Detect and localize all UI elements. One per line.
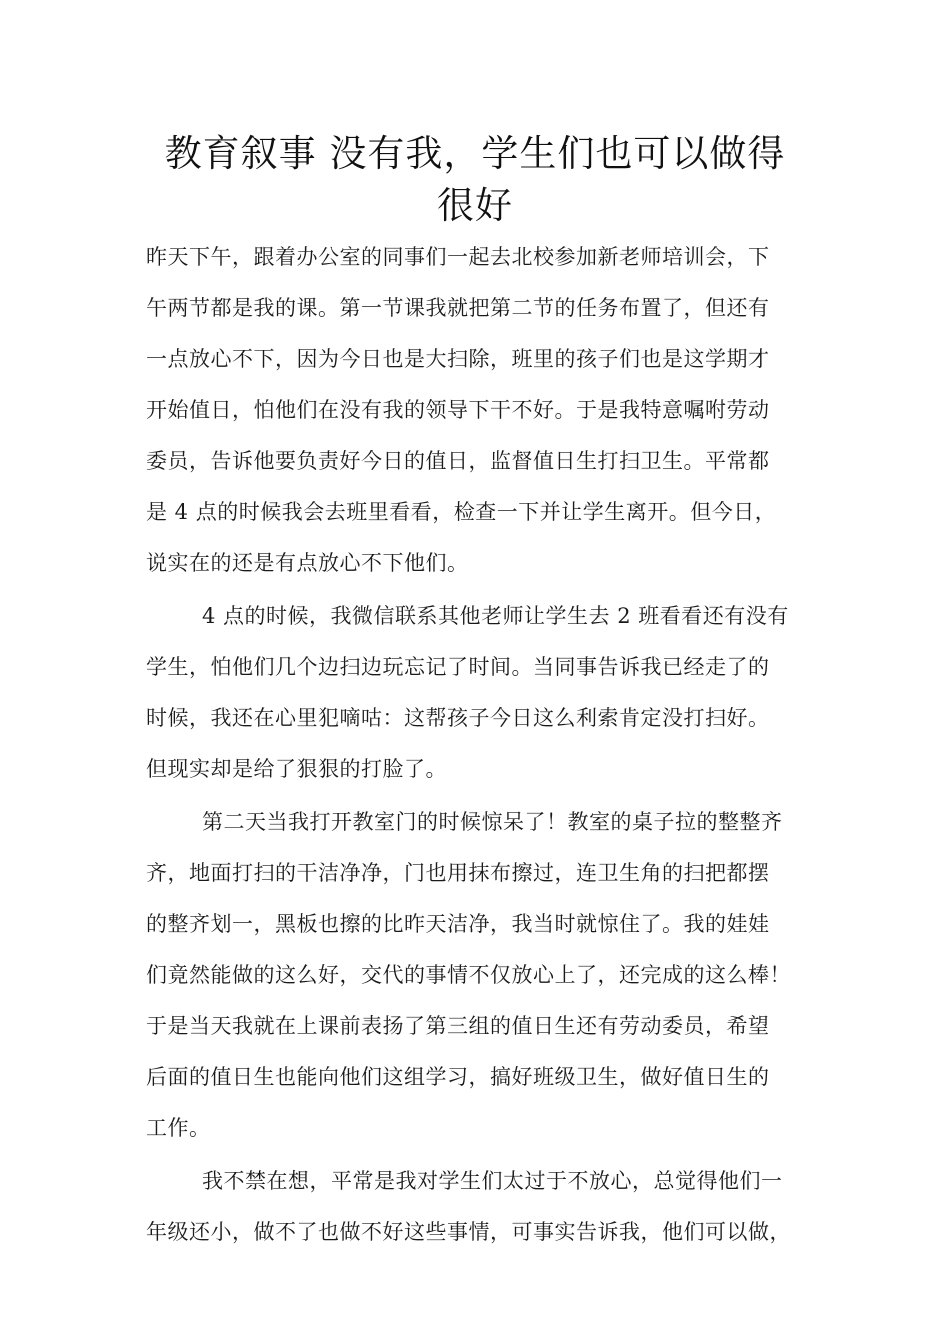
text-line: 齐，地面打扫的干洁净净，门也用抹布擦过，连卫生角的扫把都摆 — [146, 861, 770, 885]
text-line: 昨天下午，跟着办公室的同事们一起去北校参加新老师培训会，下 — [146, 245, 770, 269]
text-line: 说实在的还是有点放心不下他们。 — [146, 551, 469, 575]
paragraph-3 — [146, 797, 814, 1154]
text-line: 年级还小，做不了也做不好这些事情，可事实告诉我，他们可以做， — [146, 1220, 791, 1244]
text-line: 们竟然能做的这么好，交代的事情不仅放心上了，还完成的这么棒！ — [146, 963, 791, 987]
paragraph-1 — [146, 232, 814, 589]
title-line-1: 教育叙事 没有我，学生们也可以做得 — [164, 132, 786, 175]
text-line: 委员，告诉他要负责好今日的值日，监督值日生打扫卫生。平常都 — [146, 449, 770, 473]
document-title — [140, 128, 810, 232]
text-line: 的整齐划一，黑板也擦的比昨天洁净，我当时就惊住了。我的娃娃 — [146, 912, 770, 936]
text-line: 午两节都是我的课。第一节课我就把第二节的任务布置了，但还有 — [146, 296, 770, 320]
paragraph-2 — [146, 591, 814, 795]
paragraph-4 — [146, 1156, 814, 1258]
text-line: 学生，怕他们几个边扫边玩忘记了时间。当同事告诉我已经走了的 — [146, 655, 770, 679]
text-line: 但现实却是给了狠狠的打脸了。 — [146, 757, 447, 781]
document-body — [146, 232, 814, 1260]
text-line: 开始值日，怕他们在没有我的领导下干不好。于是我特意嘱咐劳动 — [146, 398, 770, 422]
text-line: 时候，我还在心里犯嘀咕：这帮孩子今日这么利索肯定没打扫好。 — [146, 706, 770, 730]
text-line: 后面的值日生也能向他们这组学习，搞好班级卫生，做好值日生的 — [146, 1065, 770, 1089]
text-line: 4 点的时候，我微信联系其他老师让学生去 2 班看看还有没有 — [202, 604, 789, 628]
title-line-2: 很好 — [437, 184, 513, 227]
text-line: 我不禁在想，平常是我对学生们太过于不放心，总觉得他们一 — [202, 1169, 783, 1193]
text-line: 是 4 点的时候我会去班里看看，检查一下并让学生离开。但今日， — [146, 500, 777, 524]
text-line: 一点放心不下，因为今日也是大扫除，班里的孩子们也是这学期才 — [146, 347, 770, 371]
text-line: 于是当天我就在上课前表扬了第三组的值日生还有劳动委员，希望 — [146, 1014, 770, 1038]
text-line: 第二天当我打开教室门的时候惊呆了！教室的桌子拉的整整齐 — [202, 810, 783, 834]
text-line: 工作。 — [146, 1116, 211, 1140]
